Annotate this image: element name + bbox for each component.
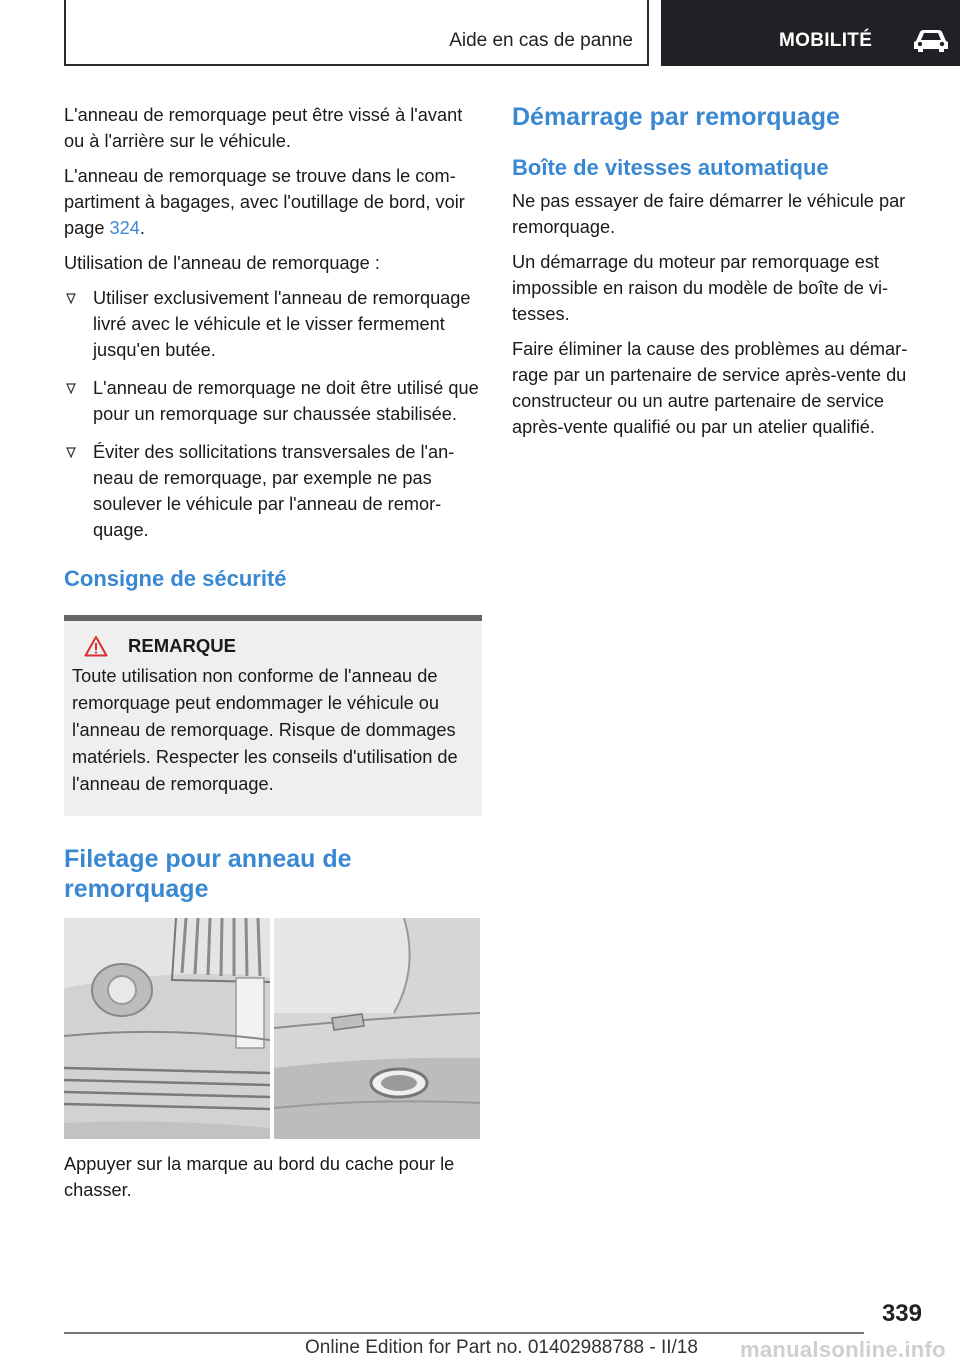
triangle-bullet-icon <box>66 383 76 394</box>
tow-start-heading: Démarrage par remorquage <box>512 103 840 131</box>
car-icon <box>911 27 951 53</box>
paragraph: Utilisation de l'anneau de remorquage : <box>64 253 380 273</box>
list-item <box>64 375 482 427</box>
header-section-title: Aide en cas de panne <box>449 30 633 51</box>
notice-box <box>64 615 482 816</box>
paragraph: Un démarrage du moteur par remorquage est impossible en raison du modèle de boîte de vitesses. <box>512 252 889 324</box>
figure-caption: Appuyer sur la marque au bord du cache pour le chasser. <box>64 1154 455 1200</box>
paragraph-text: L'anneau de remorquage se trouve dans le compartiment à bagages, avec l'outillage de bord, voir page <box>64 166 465 238</box>
triangle-bullet-icon <box>66 293 76 304</box>
header-section-box <box>64 0 649 66</box>
safety-heading: Consigne de sécurité <box>64 566 287 591</box>
front-bumper-illustration <box>64 918 270 1139</box>
paragraph <box>64 163 482 241</box>
footer-edition: Online Edition for Part no. 01402988788 - II/18 <box>305 1337 698 1358</box>
paragraph: Faire éliminer la cause des problèmes au démarrage par un partenaire de service après-vente du constructeur ou un autre partenaire de service après-vente qualifié ou par un atelier qualifié. <box>512 339 908 437</box>
list-item-text: L'anneau de remorquage ne doit être utilisé que pour un remorquage sur chaussée stabilisée. <box>93 378 479 424</box>
list-item-text: Utiliser exclusivement l'anneau de remorquage livré avec le véhicule et le visser fermement jusqu'en butée. <box>93 288 471 360</box>
left-column <box>64 102 482 1212</box>
list-item <box>64 439 482 543</box>
notice-text: Toute utilisation non conforme de l'anneau de remorquage peut endommager le véhicule ou l'anneau de remorquage. Risque de dommages matériels. Respecter les conseils d'utilisation de l'anneau de remorquage. <box>72 666 458 794</box>
warning-icon <box>84 635 108 657</box>
header-chapter-box <box>661 0 960 66</box>
paragraph: L'anneau de remorquage peut être vissé à l'avant ou à l'arrière sur le véhicule. <box>64 105 463 151</box>
list-item <box>64 285 482 363</box>
thread-heading: Filetage pour anneau de remorquage <box>64 845 352 903</box>
header-chapter-title: MOBILITÉ <box>779 30 873 51</box>
list-item-text: Éviter des sollicitations transversales de l'anneau de remorquage, par exemple ne pas soulever le véhicule par l'anneau de remorquage. <box>93 442 455 540</box>
notice-label: REMARQUE <box>128 635 236 656</box>
page-reference-link[interactable]: 324 <box>109 218 140 238</box>
bullet-list <box>64 285 482 543</box>
watermark: manualsonline.info <box>740 1337 946 1362</box>
notice-header <box>72 635 474 657</box>
automatic-transmission-heading: Boîte de vitesses automatique <box>512 155 829 180</box>
page-number: 339 <box>881 1300 922 1327</box>
paragraph: Ne pas essayer de faire démarrer le véhicule par remorquage. <box>512 191 906 237</box>
footer-divider <box>64 1332 864 1334</box>
right-column <box>512 102 926 449</box>
rear-bumper-illustration <box>274 918 480 1139</box>
tow-eye-cover-illustration <box>64 918 480 1139</box>
triangle-bullet-icon <box>66 447 76 458</box>
paragraph-text: . <box>139 218 145 238</box>
